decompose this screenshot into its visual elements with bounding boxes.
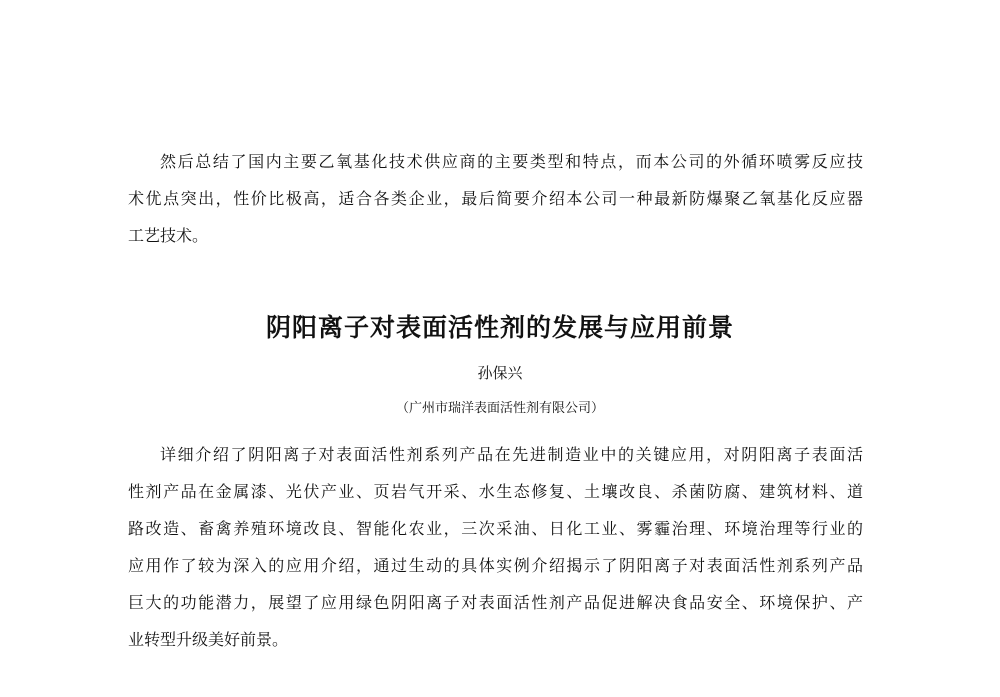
previous-abstract-paragraph <box>128 143 863 254</box>
article-affiliation: （广州市瑞洋表面活性剂有限公司） <box>395 401 604 416</box>
abstract-line: 业转型升级美好前景。 <box>128 630 289 649</box>
article-title: 阴阳离子对表面活性剂的发展与应用前景 <box>265 313 734 342</box>
abstract-line: 性剂产品在金属漆、光伏产业、页岩气开采、水生态修复、土壤改良、杀菌防腐、建筑材料、道 <box>128 482 863 501</box>
abstract-line: 详细介绍了阴阳离子对表面活性剂系列产品在先进制造业中的关键应用，对阴阳离子表面活 <box>160 445 863 464</box>
abstract-line: 应用作了较为深入的应用介绍，通过生动的具体实例介绍揭示了阴阳离子对表面活性剂系列产品 <box>128 556 863 575</box>
abstract-line: 路改造、畜禽养殖环境改良、智能化农业，三次采油、日化工业、雾霾治理、环境治理等行业的 <box>128 519 863 538</box>
previous-abstract-line: 工艺技术。 <box>128 226 209 245</box>
previous-abstract-line: 术优点突出，性价比极高，适合各类企业，最后简要介绍本公司一种最新防爆聚乙氧基化反应器 <box>128 189 863 208</box>
article-author: 孙保兴 <box>477 364 523 382</box>
previous-abstract-line: 然后总结了国内主要乙氧基化技术供应商的主要类型和特点，而本公司的外循环喷雾反应技 <box>160 152 863 171</box>
abstract-line: 巨大的功能潜力，展望了应用绿色阴阳离子对表面活性剂产品促进解决食品安全、环境保护、产 <box>128 593 863 612</box>
article-abstract-paragraph <box>128 436 863 658</box>
